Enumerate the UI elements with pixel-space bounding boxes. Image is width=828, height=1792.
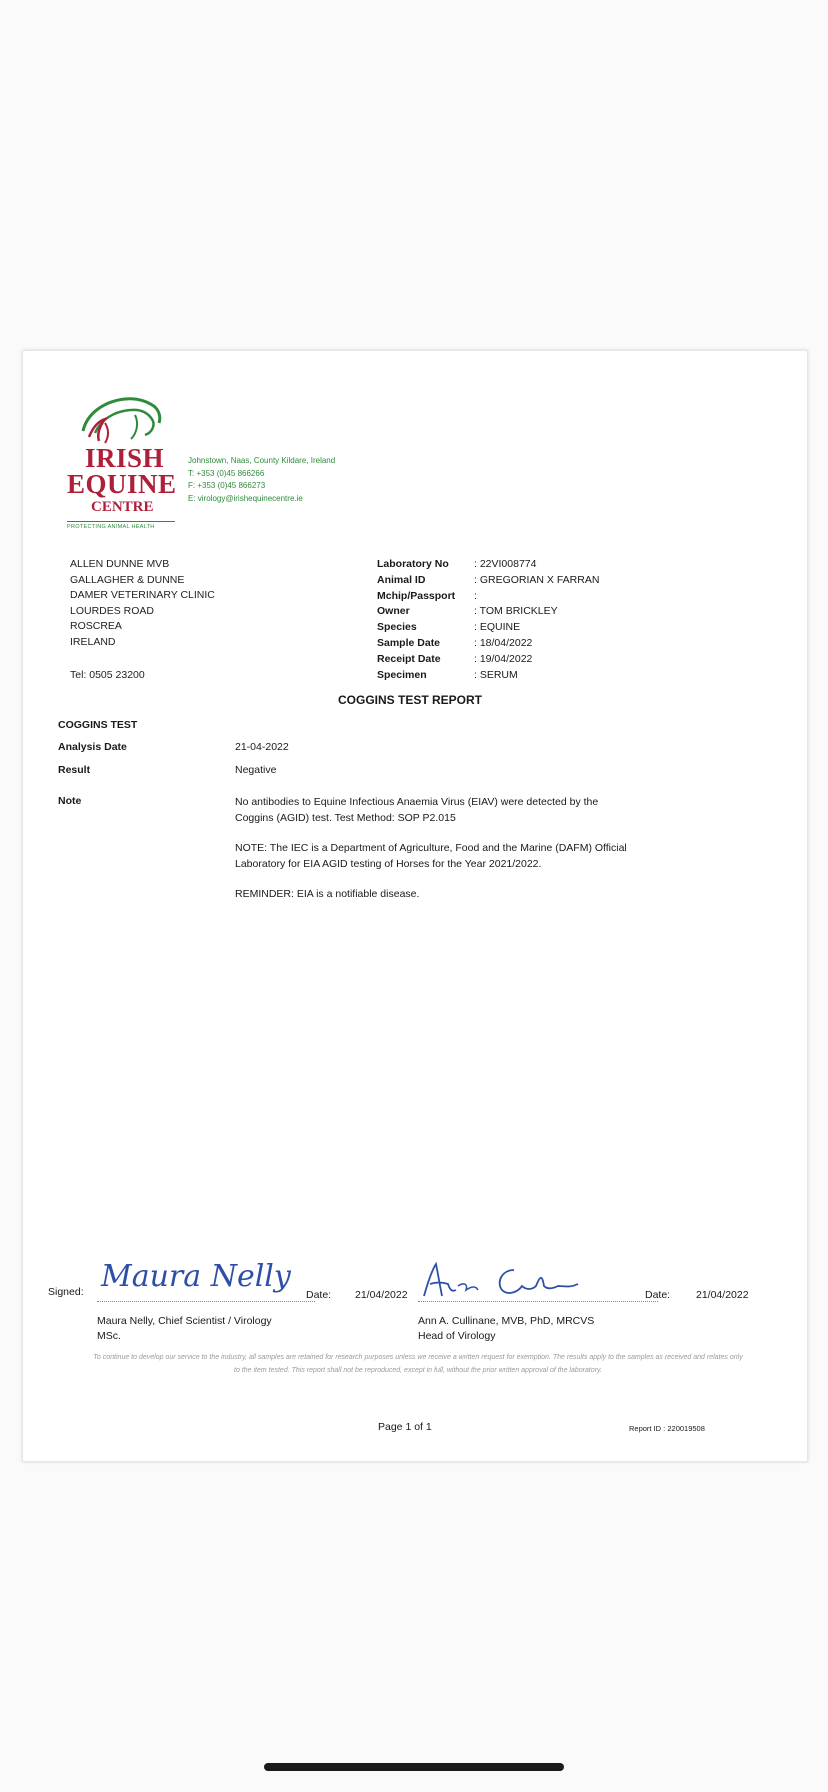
result-label: Result (58, 764, 91, 776)
logo-text-centre: CENTRE (91, 499, 154, 515)
info-value: : EQUINE (474, 621, 521, 634)
info-label: Laboratory No (377, 558, 449, 570)
info-label: Specimen (377, 668, 427, 681)
contact-address: Johnstown, Naas, County Kildare, Ireland (188, 456, 336, 465)
note-paragraph: NOTE: The IEC is a Department of Agriculture, Food and the Marine (DAFM) Official Laboratory for EIA AGID testing of Horses for the Year 2021/2022. (235, 842, 627, 870)
sample-info-table (377, 557, 599, 683)
info-label: Owner (377, 605, 410, 618)
recipient-tel: Tel: 0505 23200 (70, 669, 145, 681)
recipient-line: ROSCREA (70, 620, 122, 632)
note-paragraph: REMINDER: EIA is a notifiable disease. (235, 888, 420, 900)
contact-block (188, 455, 335, 505)
recipient-address (70, 557, 215, 650)
signer1-name (97, 1314, 272, 1343)
contact-phone: T: +353 (0)45 866266 (188, 468, 265, 478)
home-indicator[interactable] (264, 1763, 564, 1771)
info-value: : 19/04/2022 (474, 652, 533, 665)
report-page (22, 350, 808, 1462)
signature1-date: 21/04/2022 (355, 1289, 408, 1301)
info-row-mchip (377, 589, 599, 605)
info-label: Animal ID (377, 573, 426, 586)
note-text (235, 795, 635, 918)
analysis-date-label: Analysis Date (58, 741, 127, 753)
signature-maura-nelly: Maura Nelly (101, 1259, 291, 1294)
logo-divider (67, 521, 175, 522)
recipient-line: DAMER VETERINARY CLINIC (70, 589, 215, 601)
info-label: Mchip/Passport (377, 589, 456, 602)
signature-line (418, 1301, 658, 1302)
signer2-name (418, 1314, 594, 1343)
info-row-sample-date (377, 636, 599, 652)
note-label: Note (58, 795, 82, 807)
section-title: COGGINS TEST (58, 719, 138, 731)
info-value: : GREGORIAN X FARRAN (474, 573, 600, 586)
info-value: : 22VI008774 (474, 558, 537, 570)
info-row-species (377, 620, 599, 636)
report-id: Report ID : 220019508 (629, 1424, 705, 1433)
irish-equine-centre-logo (67, 393, 177, 530)
signer-title-line: MSc. (97, 1329, 121, 1342)
info-value: : (474, 589, 477, 602)
result-value: Negative (235, 764, 277, 776)
info-row-specimen (377, 668, 599, 684)
signer-name-line: Maura Nelly, Chief Scientist / Virology (97, 1315, 272, 1327)
info-label: Sample Date (377, 636, 441, 649)
horse-logo-icon (75, 393, 165, 448)
logo-text-equine: EQUINE (67, 469, 177, 499)
logo-tagline: PROTECTING ANIMAL HEALTH (67, 524, 155, 530)
info-value: : 18/04/2022 (474, 636, 533, 649)
signature-line (97, 1301, 315, 1302)
recipient-line: GALLAGHER & DUNNE (70, 573, 185, 586)
recipient-line: LOURDES ROAD (70, 604, 155, 617)
info-label: Species (377, 621, 417, 634)
recipient-line: IRELAND (70, 635, 116, 648)
signature-ann-cullinane (418, 1256, 588, 1304)
signed-label: Signed: (48, 1286, 84, 1298)
info-row-lab-no (377, 557, 599, 573)
signer-name-line: Ann A. Cullinane, MVB, PhD, MRCVS (418, 1315, 595, 1327)
info-value: : SERUM (474, 668, 518, 681)
handwritten-signature-icon (418, 1256, 588, 1304)
info-row-owner (377, 604, 599, 620)
contact-fax: F: +353 (0)45 866273 (188, 481, 266, 490)
signature1-date-label: Date: (306, 1289, 332, 1301)
logo-text-irish: IRISH (85, 443, 165, 473)
contact-email: E: virology@irishequinecentre.ie (188, 493, 303, 503)
disclaimer-text: To continue to develop our service to the industry, all samples are retained for research purposes unless we receive a written request for exemption. The results apply to the samples as received and relates only to the item tested. This report shall not be reproduced, except in full, without the prior written approval of the laboratory. (93, 1354, 743, 1374)
analysis-date-value: 21-04-2022 (235, 741, 289, 753)
note-paragraph: No antibodies to Equine Infectious Anaemia Virus (EIAV) were detected by the Coggins (AGID) test. Test Method: SOP P2.015 (235, 796, 599, 824)
page-number: Page 1 of 1 (378, 1421, 432, 1433)
recipient-line: ALLEN DUNNE MVB (70, 558, 170, 570)
signature2-date-label: Date: (645, 1289, 671, 1301)
info-value: : TOM BRICKLEY (474, 605, 558, 618)
signature2-date: 21/04/2022 (696, 1289, 749, 1301)
report-title: COGGINS TEST REPORT (338, 693, 483, 707)
info-row-receipt-date (377, 652, 599, 668)
info-label: Receipt Date (377, 652, 441, 665)
info-row-animal-id (377, 573, 599, 589)
signer-title-line: Head of Virology (418, 1329, 496, 1342)
